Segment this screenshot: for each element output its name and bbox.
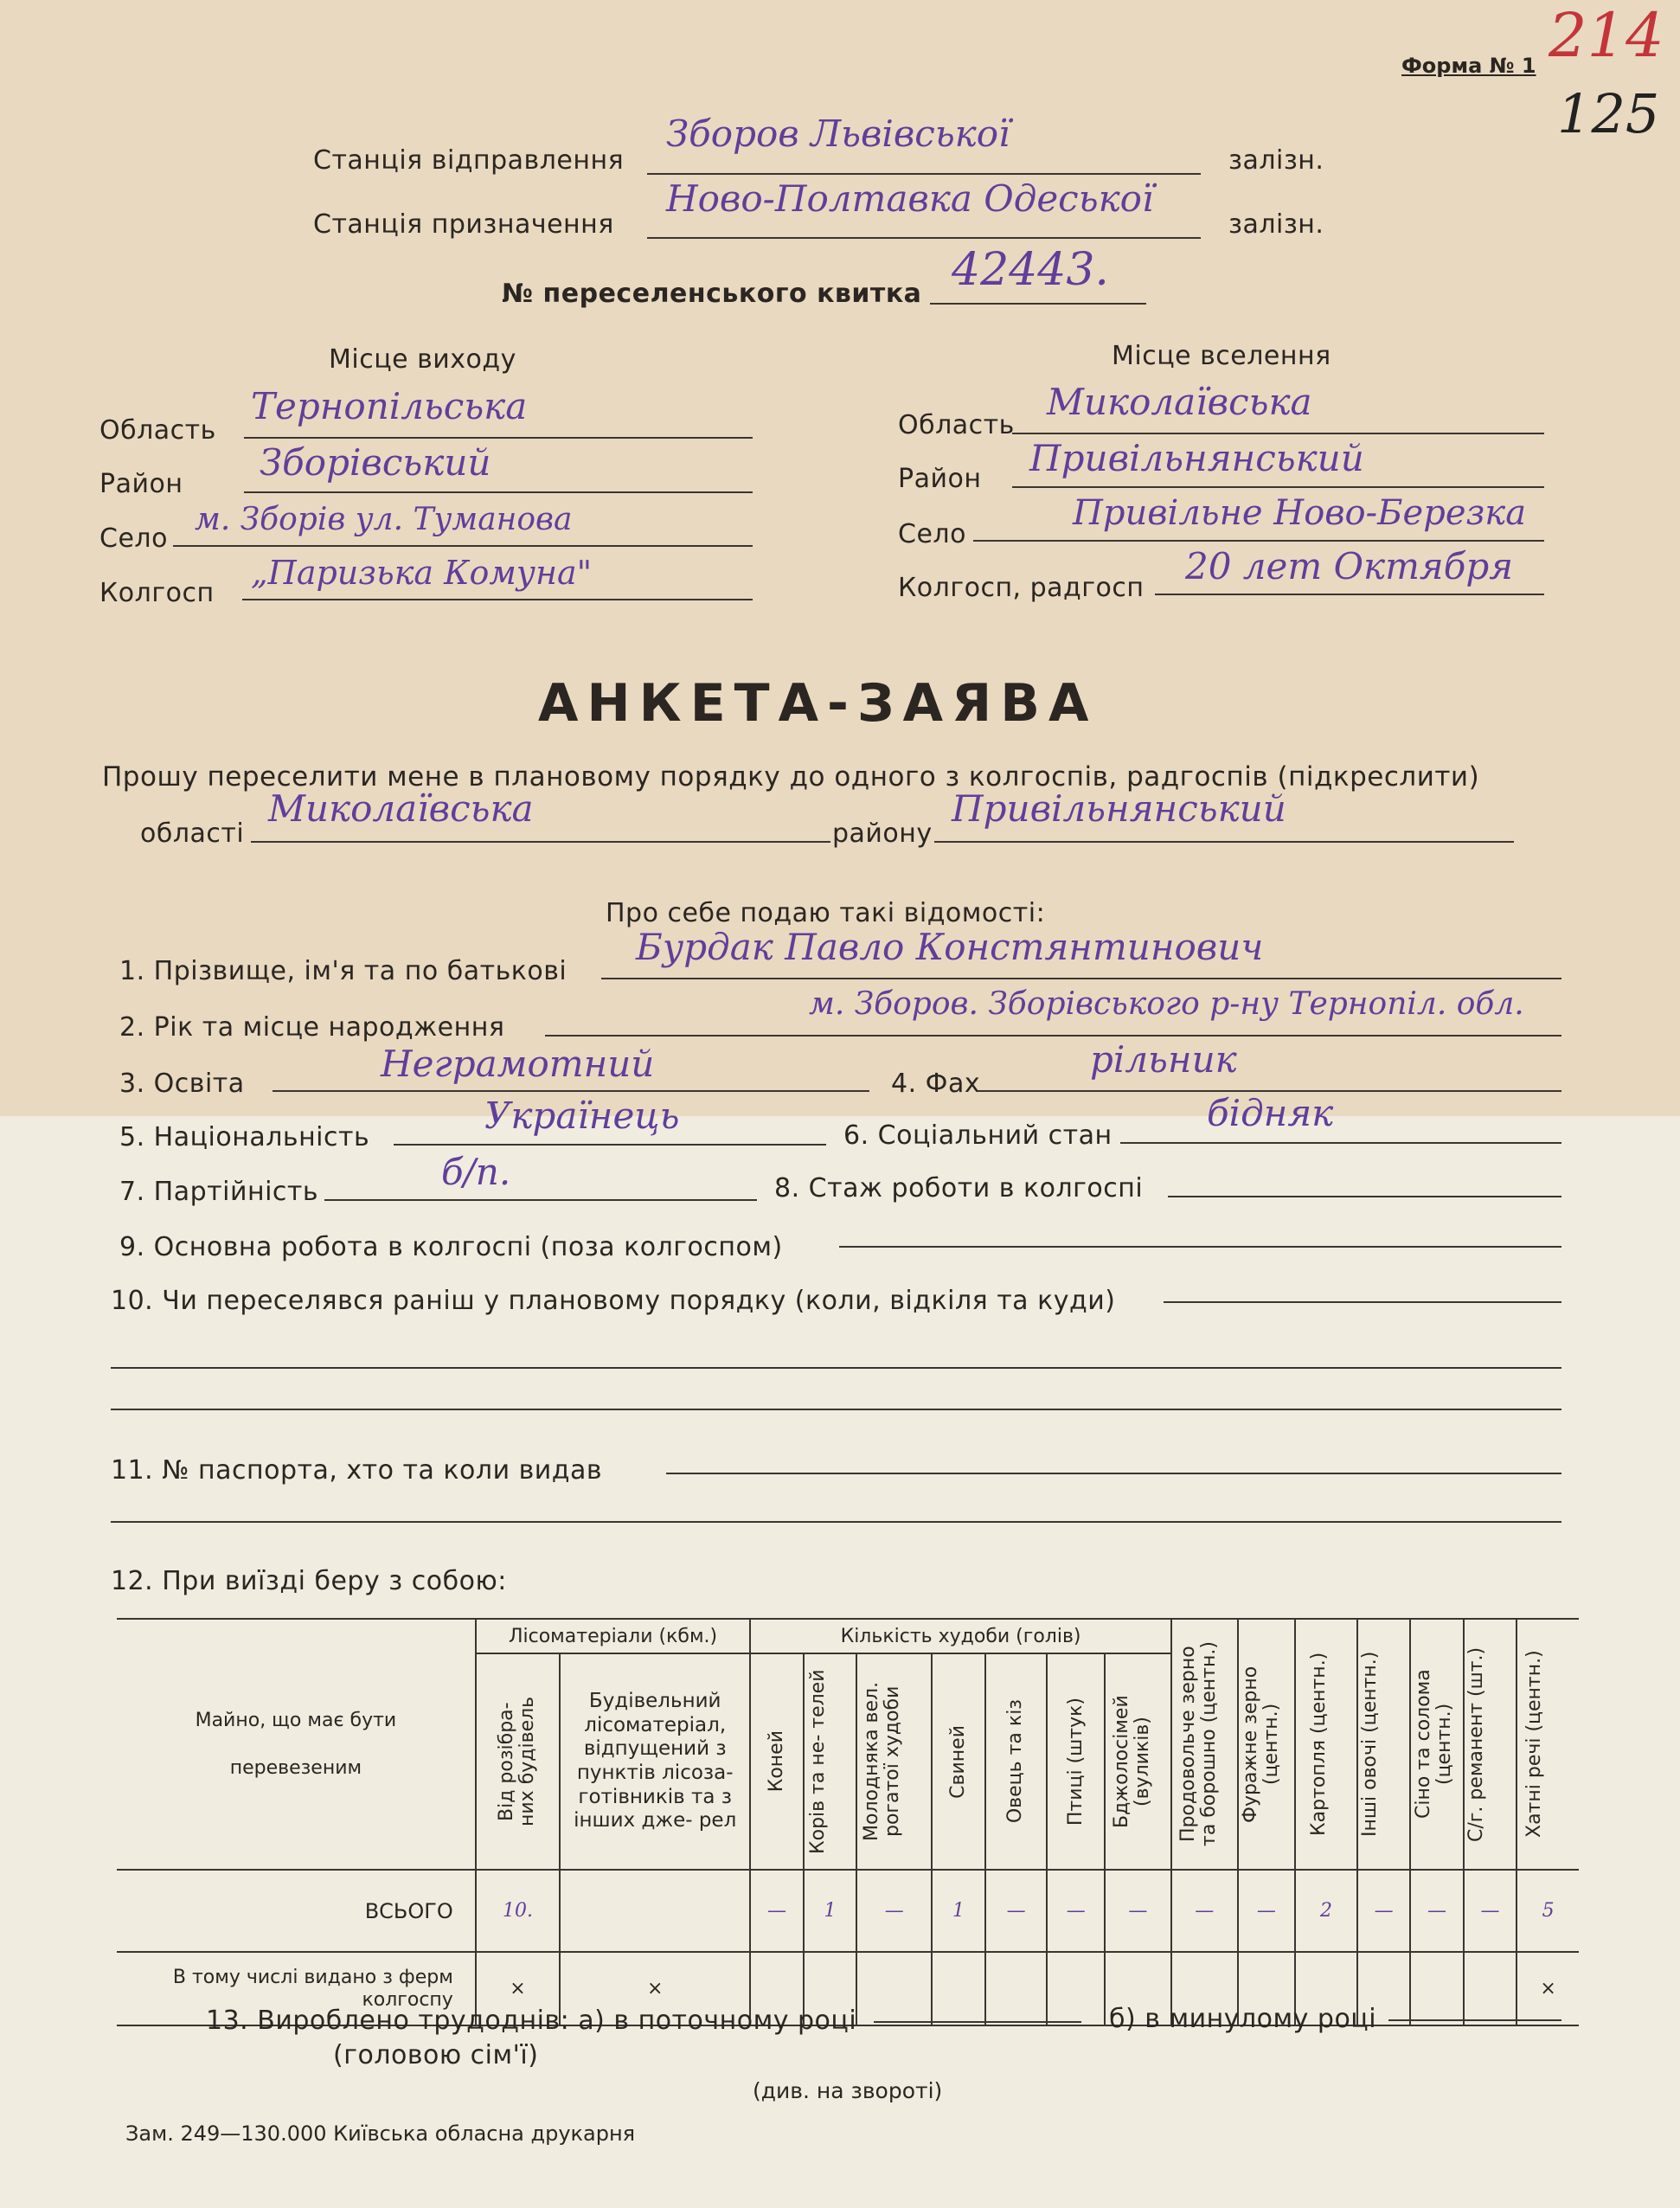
origin-kolhosp-value: „Паризька Комуна": [251, 554, 593, 592]
total-cell: [560, 1870, 750, 1952]
field-5-value: Українець: [484, 1094, 680, 1137]
dest-raion-label: Район: [898, 464, 982, 494]
col-poultry: Птиці (штук): [1064, 1697, 1087, 1826]
total-cell: —: [856, 1870, 932, 1952]
total-cell: —: [1238, 1870, 1296, 1952]
request-oblast-label: області: [140, 818, 245, 849]
destination-value: Ново-Полтавка Одеської: [666, 177, 1154, 220]
total-cell: —: [1464, 1870, 1516, 1952]
total-cell: —: [1047, 1870, 1105, 1952]
workdays-prev-line: [1388, 2019, 1561, 2021]
field-1-label: 1. Прізвище, ім'я та по батькові: [119, 956, 567, 986]
dest-oblast-line: [1012, 433, 1544, 434]
col-young: Молодняка вел. рогатої худоби: [861, 1681, 904, 1842]
field-10-label: 10. Чи переселявся раніш у плановому порядку (коли, відкіля та куди): [111, 1286, 1116, 1316]
request-oblast-value: Миколаївська: [268, 787, 534, 830]
workdays-label: 13. Вироблено трудоднів: а) в поточному році: [206, 2006, 857, 2036]
col-food-grain: Продовольче зерно та борошно (центн.): [1177, 1641, 1221, 1847]
form-label: Форма № 1: [1401, 54, 1536, 78]
field-10-extra-line-2: [111, 1409, 1561, 1410]
issued-cell: [1410, 1952, 1463, 2025]
field-3-line: [273, 1090, 869, 1092]
col-bees: Бджолосімей (вуликів): [1111, 1695, 1154, 1828]
printer-note: Зам. 249—130.000 Київська обласна друкарня: [125, 2121, 636, 2146]
origin-raion-value: Зборівський: [260, 441, 491, 484]
issued-cell: ×: [560, 1952, 750, 2025]
total-cell: —: [750, 1870, 803, 1952]
livestock-group-header: Кількість худоби (голів): [750, 1619, 1170, 1653]
origin-selo-value: м. Зборів ул. Туманова: [195, 502, 573, 537]
field-4-value: рільник: [1090, 1038, 1237, 1081]
departure-suffix: залізн.: [1228, 145, 1324, 176]
request-raion-value: Привільнянський: [952, 787, 1286, 830]
field-6-line: [1120, 1142, 1561, 1144]
origin-kolhosp-label: Колгосп: [99, 578, 215, 608]
field-7-line: [324, 1199, 757, 1201]
col-hay: Сіно та солома (центн.): [1412, 1669, 1455, 1820]
field-5-label: 5. Національність: [119, 1122, 370, 1152]
issued-cell: ×: [1516, 1952, 1579, 2025]
field-8-label: 8. Стаж роботи в колгоспі: [774, 1173, 1144, 1203]
origin-raion-label: Район: [99, 469, 183, 499]
field-2-label: 2. Рік та місце народження: [119, 1012, 505, 1043]
field-10-extra-line-1: [111, 1367, 1561, 1369]
field-11-label: 11. № паспорта, хто та коли видав: [111, 1455, 603, 1486]
property-header-line2: перевезеним: [229, 1757, 362, 1779]
document-title: АНКЕТА-ЗАЯВА: [538, 673, 1098, 734]
origin-oblast-value: Тернопільська: [251, 385, 528, 427]
field-3-value: Неграмотний: [381, 1043, 655, 1085]
field-6-label: 6. Соціальний стан: [843, 1120, 1113, 1151]
lumber-group-header: Лісоматеріали (кбм.): [476, 1619, 751, 1653]
col-sheep: Овець та кіз: [1004, 1699, 1027, 1824]
col-building-lumber: Будівельний лісоматеріал, відпущений з пунктів лісоза- готівників та з інших дже- рел: [560, 1653, 750, 1870]
total-cell: —: [1105, 1870, 1171, 1952]
request-line: Прошу переселити мене в плановому порядку до одного з колгоспів, радгоспів (підкреслити): [102, 761, 1480, 793]
dest-selo-label: Село: [898, 519, 966, 549]
origin-oblast-label: Область: [99, 415, 216, 446]
field-2-value: м. Зборов. Зборівського р-ну Тернопіл. обл.: [809, 986, 1524, 1022]
request-raion-label: району: [832, 818, 933, 849]
field-7-value: б/п.: [441, 1151, 511, 1193]
departure-label: Станція відправлення: [313, 145, 625, 176]
property-table: [117, 1618, 1579, 2026]
col-potatoes: Картопля (центн.): [1308, 1652, 1330, 1837]
field-11-line: [666, 1473, 1561, 1474]
total-cell: —: [1410, 1870, 1463, 1952]
total-cell: —: [1357, 1870, 1410, 1952]
dest-heading: Місце вселення: [1112, 341, 1331, 371]
field-9-label: 9. Основна робота в колгоспі (поза колгоспом): [119, 1232, 783, 1262]
total-cell: —: [1171, 1870, 1238, 1952]
col-from-buildings: Від розібра- них будівель: [496, 1696, 539, 1827]
request-oblast-line: [251, 841, 830, 843]
col-fodder: Фуражне зерно (центн.): [1239, 1666, 1283, 1823]
total-cell: 2: [1295, 1870, 1357, 1952]
workdays-prev-label: б) в минулому році: [1109, 2004, 1377, 2034]
total-row-label: ВСЬОГО: [117, 1870, 476, 1952]
total-cell: 1: [932, 1870, 984, 1952]
origin-heading: Місце виходу: [329, 344, 516, 375]
ticket-label: № переселенського квитка: [502, 279, 922, 309]
origin-oblast-line: [244, 437, 753, 439]
col-vegetables: Інші овочі (центн.): [1359, 1651, 1382, 1838]
turn-over-note: (див. на звороті): [753, 2078, 943, 2103]
dest-raion-line: [1012, 486, 1544, 488]
issued-cell: [1464, 1952, 1516, 2025]
property-header-line1: Майно, що має бути: [195, 1710, 397, 1731]
request-raion-line: [934, 841, 1514, 843]
origin-selo-label: Село: [99, 523, 168, 554]
field-8-line: [1168, 1196, 1561, 1197]
workdays-current-line: [874, 2021, 1081, 2023]
col-inventory: С/г. реманент (шт.): [1465, 1646, 1487, 1842]
col-pigs: Свиней: [946, 1724, 969, 1799]
departure-line: [647, 173, 1201, 175]
ticket-value: 42443.: [952, 244, 1109, 296]
dest-kolhosp-line: [1155, 594, 1544, 595]
dest-raion-value: Привільнянський: [1029, 437, 1364, 479]
issued-cell: ×: [476, 1952, 560, 2025]
col-household: Хатні речі (центн.): [1523, 1650, 1546, 1839]
field-12-label: 12. При виїзді беру з собою:: [111, 1566, 507, 1596]
origin-selo-line: [173, 545, 753, 547]
total-cell: 1: [804, 1870, 856, 1952]
dest-selo-line: [973, 540, 1544, 542]
issued-row-label: В тому числі видано з ферм колгоспу: [117, 1952, 476, 2025]
issued-cell: [932, 1952, 984, 2025]
workdays-sub: (головою сім'ї): [333, 2040, 539, 2070]
field-1-value: Бурдак Павло Констянтинович: [636, 926, 1264, 968]
field-4-label: 4. Фах: [891, 1069, 981, 1099]
total-cell: 10.: [476, 1870, 560, 1952]
dest-kolhosp-value: 20 лет Октября: [1185, 545, 1514, 587]
issued-cell: [856, 1952, 932, 2025]
destination-suffix: залізн.: [1228, 209, 1324, 240]
origin-raion-line: [244, 491, 753, 493]
field-11-extra-line: [111, 1521, 1561, 1523]
col-cows: Корів та не- телей: [807, 1669, 830, 1854]
dest-oblast-value: Миколаївська: [1047, 381, 1312, 423]
field-2-line: [545, 1035, 1561, 1037]
issued-cell: [1047, 1952, 1105, 2025]
dest-kolhosp-label: Колгосп, радгосп: [898, 573, 1145, 603]
field-5-line: [394, 1144, 826, 1146]
sheet-number: 125: [1557, 82, 1660, 145]
field-3-label: 3. Освіта: [119, 1069, 245, 1099]
archive-number: 214: [1549, 0, 1664, 71]
field-1-line: [601, 978, 1561, 979]
destination-line: [647, 237, 1201, 239]
origin-kolhosp-line: [242, 599, 753, 600]
total-cell: 5: [1516, 1870, 1579, 1952]
dest-oblast-label: Область: [898, 410, 1015, 440]
ticket-line: [930, 303, 1146, 305]
field-9-line: [839, 1246, 1561, 1248]
total-cell: —: [985, 1870, 1048, 1952]
info-heading: Про себе подаю такі відомості:: [606, 898, 1046, 928]
field-7-label: 7. Партійність: [119, 1177, 319, 1207]
departure-value: Зборов Львівської: [666, 112, 1010, 155]
field-6-value: бідняк: [1207, 1092, 1334, 1134]
field-10-line: [1164, 1301, 1561, 1303]
destination-label: Станція призначення: [313, 209, 614, 240]
col-horses: Коней: [765, 1730, 787, 1793]
total-row: [117, 1870, 1579, 1952]
property-header: [117, 1619, 476, 1870]
issued-cell: [985, 1952, 1048, 2025]
dest-selo-value: Привільне Ново-Березка: [1073, 493, 1527, 533]
